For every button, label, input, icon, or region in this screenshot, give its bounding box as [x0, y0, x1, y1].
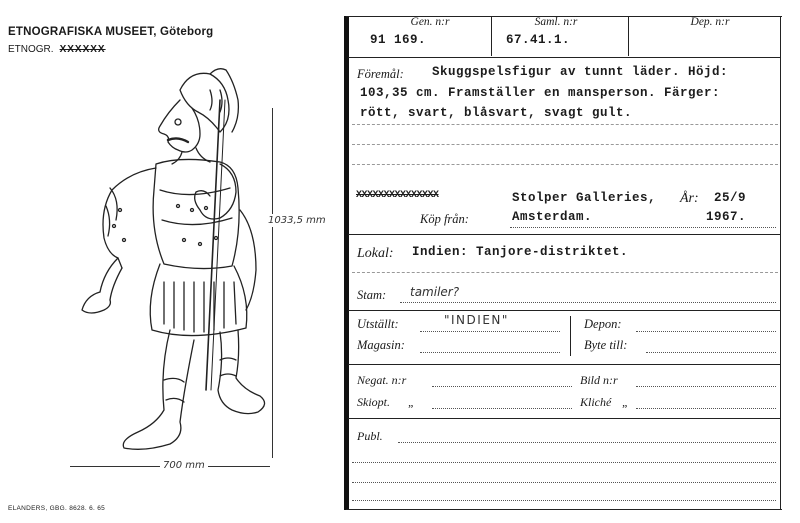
etnogr-label: ETNOGR.: [8, 44, 54, 55]
stam-bottom-rule: [348, 310, 780, 311]
negat-label: Negat. n:r: [357, 373, 407, 387]
header-bottom-rule: [348, 57, 780, 58]
publ-rule-1: [398, 442, 776, 443]
saml-nr-label: Saml. n:r: [534, 16, 578, 28]
card-bottom-border: [346, 509, 782, 510]
skiopt-ditto: „: [408, 395, 415, 409]
kliche-label: Kliché: [580, 395, 612, 409]
gen-nr-value: 91 169.: [370, 33, 427, 47]
magasin-label: Magasin:: [357, 338, 405, 352]
byte-till-rule: [646, 352, 776, 353]
byte-till-label: Byte till:: [584, 338, 628, 352]
dep-nr-label: Dep. n:r: [690, 16, 730, 28]
height-dimension-line: [272, 108, 273, 458]
foremal-rule-3: [352, 164, 778, 165]
kliche-rule: [636, 408, 776, 409]
kop-place: Amsterdam.: [512, 210, 593, 224]
header-divider-2: [628, 16, 629, 56]
header-divider-1: [491, 16, 492, 56]
lokal-value: Indien: Tanjore-distriktet.: [412, 245, 629, 259]
source-bottom-rule: [348, 234, 780, 235]
bild-rule: [636, 386, 776, 387]
shadow-puppet-drawing: [60, 60, 320, 480]
etnogr-line: [8, 44, 106, 55]
publ-rule-4: [352, 500, 776, 501]
etnogr-struck-text: XXXXXX: [59, 44, 106, 55]
foremal-line-1: Skuggspelsfigur av tunnt läder. Höjd:: [432, 65, 729, 79]
utstallt-value: "INDIEN": [444, 313, 509, 327]
skiopt-label: Skiopt.: [357, 395, 390, 409]
depon-rule: [636, 331, 776, 332]
stam-label: Stam:: [357, 288, 387, 302]
foremal-rule-2: [352, 144, 778, 145]
ar-date: 25/9: [714, 191, 747, 205]
width-note: 700 mm: [160, 460, 208, 471]
skiopt-rule: [432, 408, 572, 409]
source-struck-text: XXXXXXXXXXXXXXX: [356, 190, 439, 201]
printer-imprint: ELANDERS, GBG. 8628. 6. 65: [8, 505, 106, 512]
publ-rule-3: [352, 482, 776, 483]
card-left-border: [344, 16, 349, 510]
negat-rule: [432, 386, 572, 387]
kop-year: 1967.: [706, 210, 747, 224]
magasin-bottom-rule: [348, 364, 780, 365]
lokal-rule: [352, 272, 778, 273]
kliche-bottom-rule: [348, 418, 780, 419]
foremal-line-3: rött, svart, blåsvart, svagt gult.: [360, 106, 633, 120]
kop-fran-label: Köp från:: [420, 212, 469, 226]
magasin-rule: [420, 352, 560, 353]
source-name: Stolper Galleries,: [512, 191, 657, 205]
gen-nr-label: Gen. n:r: [410, 16, 450, 28]
depon-divider: [570, 316, 571, 356]
kop-rule: [510, 227, 776, 228]
depon-label: Depon:: [584, 317, 622, 331]
lokal-label: Lokal:: [357, 246, 394, 261]
foremal-label: Föremål:: [357, 67, 404, 81]
publ-label: Publ.: [357, 429, 383, 443]
kliche-ditto: „: [622, 395, 629, 409]
publ-rule-2: [352, 462, 776, 463]
saml-nr-value: 67.41.1.: [506, 33, 571, 47]
card-right-border: [780, 16, 781, 510]
stam-value: tamiler?: [410, 285, 460, 299]
foremal-line-2: 103,35 cm. Framställer en mansperson. Färger:: [360, 86, 721, 100]
utstallt-label: Utställt:: [357, 317, 399, 331]
ar-label: År:: [680, 191, 699, 206]
museum-name: ETNOGRAFISKA MUSEET, Göteborg: [8, 26, 214, 38]
bild-label: Bild n:r: [580, 373, 618, 387]
utstallt-rule: [420, 331, 560, 332]
stam-rule: [400, 302, 776, 303]
foremal-rule-1: [352, 124, 778, 125]
height-note: 1033,5 mm: [268, 215, 326, 226]
